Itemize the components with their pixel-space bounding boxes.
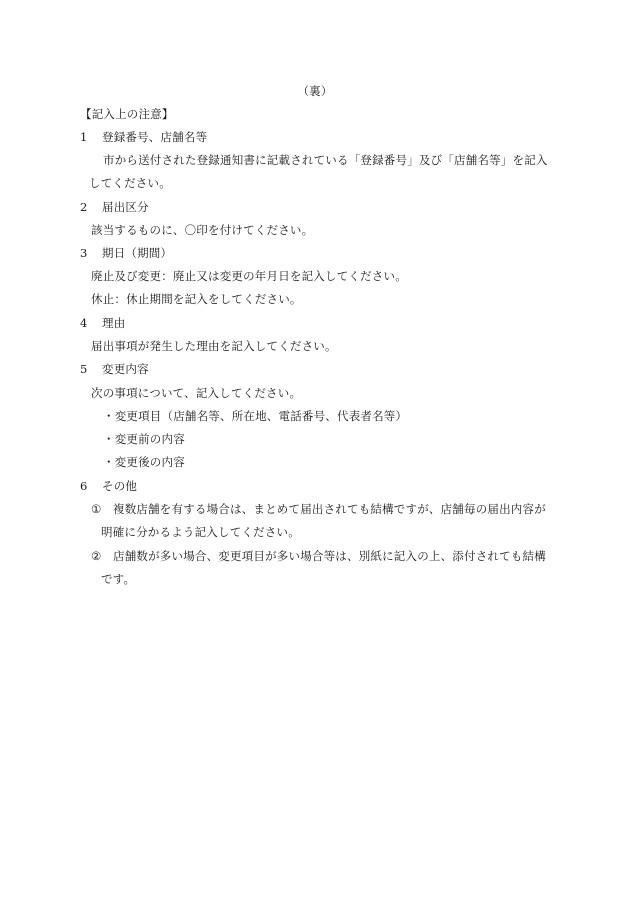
bullet-item: ・変更項目（店舗名等、所在地、電話番号、代表者名等） xyxy=(103,409,408,423)
section-heading xyxy=(80,129,207,145)
section-text: 市から送付された登録通知書に記載されている「登録番号」及び「店舗名等」を記入 xyxy=(103,153,548,167)
numbered-item xyxy=(91,501,546,517)
section-text: 廃止及び変更：廃止又は変更の年月日を記入してください。 xyxy=(91,269,407,283)
section-number: 3 xyxy=(80,246,88,260)
section-title: 期日（期間） xyxy=(102,246,173,260)
bullet-item: ・変更前の内容 xyxy=(103,432,185,446)
item-text: 複数店舗を有する場合は、まとめて届出されても結構ですが、店舗毎の届出内容が xyxy=(113,502,546,516)
section-text: 届出事項が発生した理由を記入してください。 xyxy=(91,339,337,353)
item-marker: ② xyxy=(91,549,102,563)
section-heading xyxy=(80,315,125,331)
item-text-continued: 明確に分かるよう記入してください。 xyxy=(101,525,300,539)
notes-title: 【記入上の注意】 xyxy=(80,107,174,121)
back-side-marker: （裏） xyxy=(297,84,333,98)
section-number: 2 xyxy=(80,200,88,214)
numbered-item xyxy=(91,548,546,564)
section-title: その他 xyxy=(102,479,138,493)
section-title: 届出区分 xyxy=(102,200,149,214)
section-heading xyxy=(80,245,172,261)
section-heading xyxy=(80,478,137,494)
section-text: 休止：休止期間を記入をしてください。 xyxy=(91,292,302,306)
item-text-continued: です。 xyxy=(101,572,136,586)
item-marker: ① xyxy=(91,502,102,516)
section-number: 6 xyxy=(80,479,88,493)
item-text: 店舗数が多い場合、変更項目が多い場合等は、別紙に記入の上、添付されても結構 xyxy=(113,549,546,563)
section-title: 登録番号、店舗名等 xyxy=(102,130,208,144)
section-number: 1 xyxy=(80,130,88,144)
section-number: 5 xyxy=(80,362,88,376)
section-heading xyxy=(80,199,149,215)
section-text: してください。 xyxy=(89,176,171,190)
section-title: 変更内容 xyxy=(102,362,149,376)
bullet-item: ・変更後の内容 xyxy=(103,455,185,469)
section-number: 4 xyxy=(80,316,88,330)
section-text: 次の事項について、記入してください。 xyxy=(91,386,302,400)
section-heading xyxy=(80,361,149,377)
section-text: 該当するものに、〇印を付けてください。 xyxy=(91,223,314,237)
section-title: 理由 xyxy=(102,316,126,330)
